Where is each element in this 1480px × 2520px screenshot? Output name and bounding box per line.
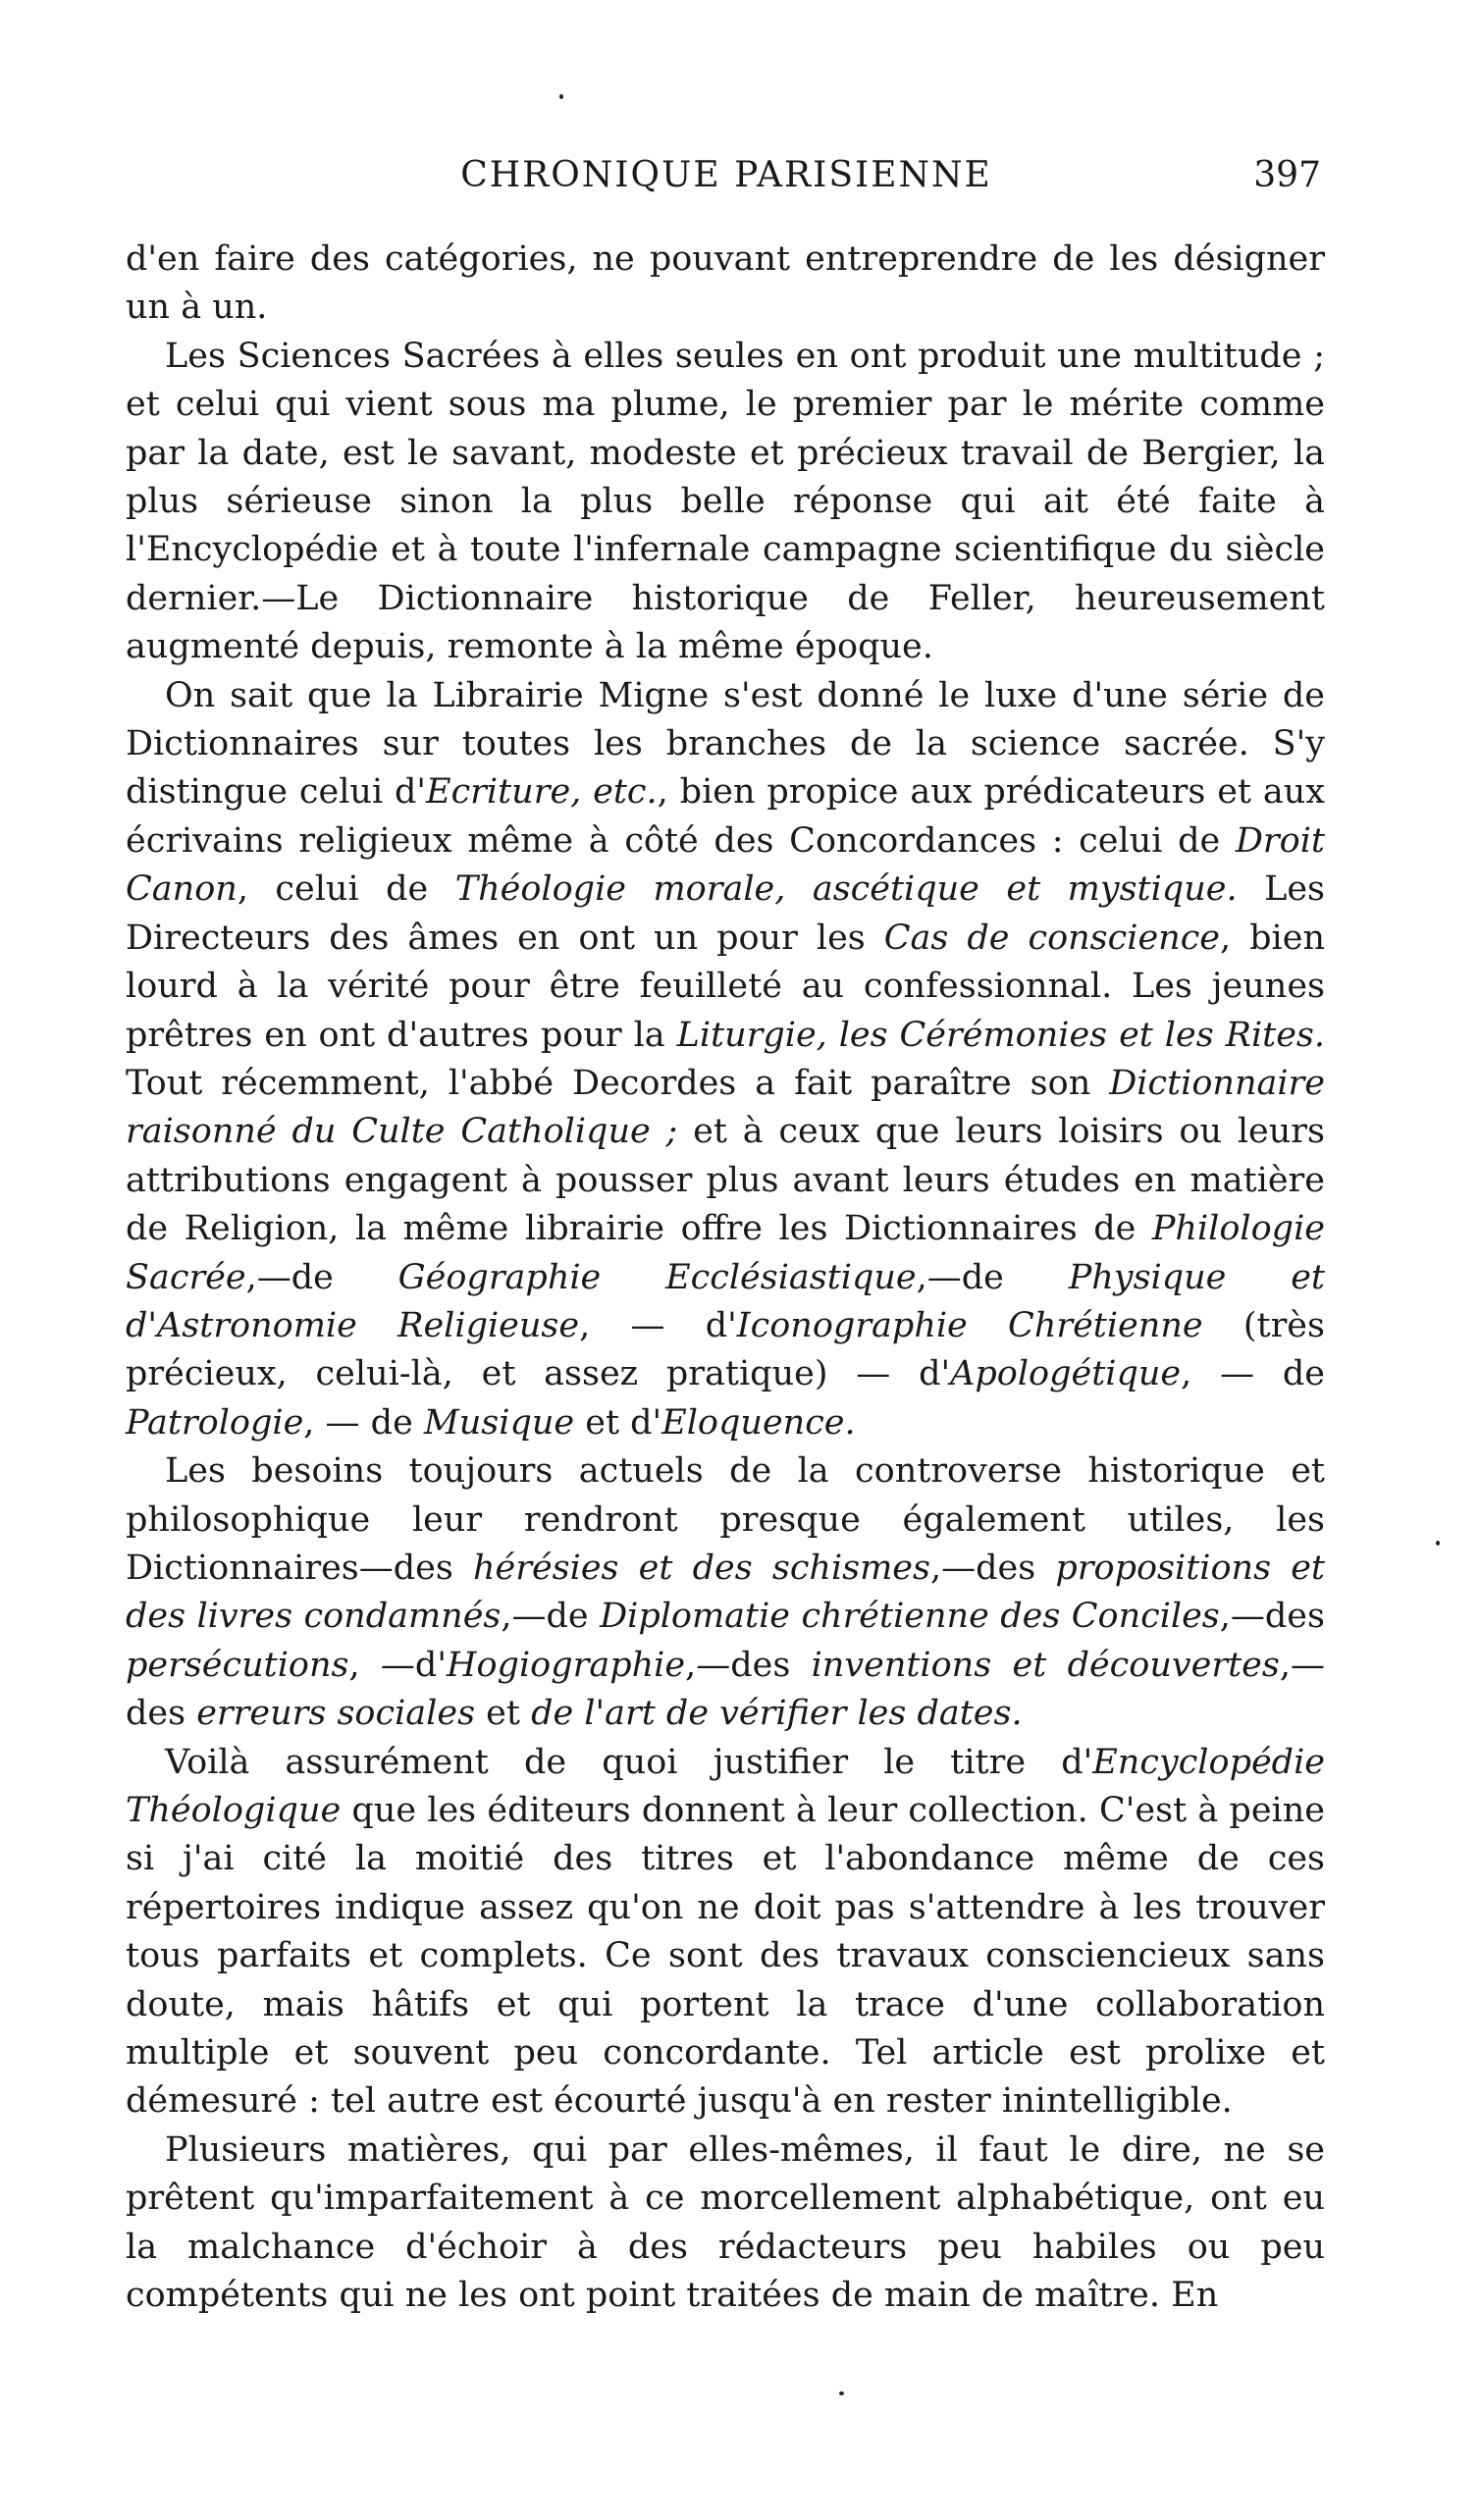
paragraph <box>126 2126 1325 2321</box>
text-run: et d' <box>574 1402 662 1443</box>
text-run: d'en faire des catégories, ne pouvant entreprendre de les désigner un à un. <box>126 239 1325 328</box>
body-text <box>126 236 1325 2320</box>
text-run: et à ceux que leurs loisirs ou leurs attributions engagent à pousser plus avant leurs études en matière de Religion, la même librairie offre les Dictionnaires de <box>126 1112 1325 1249</box>
italic-text-run: hérésies et des schismes <box>472 1548 930 1588</box>
italic-text-run: Dictionnaire raisonné du Culte Catholique ; <box>126 1063 1325 1152</box>
text-run: , — d' <box>579 1305 737 1345</box>
paragraph <box>126 1739 1325 2126</box>
italic-text-run: Droit Canon <box>126 820 1325 910</box>
text-run: ,—de <box>501 1597 601 1637</box>
text-run: , — de <box>303 1402 424 1443</box>
text-run: ,—des <box>1219 1597 1325 1637</box>
italic-text-run: Patrologie <box>126 1402 304 1443</box>
text-run: (très précieux, celui-là, et assez pratique) — d' <box>126 1305 1325 1394</box>
italic-text-run: persécutions <box>126 1645 349 1685</box>
paragraph <box>126 672 1325 1448</box>
text-run: On sait que la Librairie Migne s'est donné le luxe d'une série de Dictionnaires sur toutes les branches de la science sacrée. S'y distingue celui d' <box>126 675 1325 813</box>
italic-text-run: Liturgie, les Cérémonies et les Rites. <box>676 1015 1325 1055</box>
page-number: 397 <box>1253 155 1321 195</box>
paragraph <box>126 236 1325 333</box>
italic-text-run: Philologie Sacrée <box>126 1209 1325 1297</box>
italic-text-run: Iconographie Chrétienne <box>736 1305 1203 1345</box>
paragraph <box>126 1447 1325 1738</box>
text-run: , bien lourd à la vérité pour être feuilleté au confessionnal. Les jeunes prêtres en ont d'autres pour la <box>126 918 1325 1055</box>
italic-text-run: Géographie Ecclésiastique <box>397 1257 917 1297</box>
italic-text-run: inventions et découvertes <box>811 1645 1280 1685</box>
italic-text-run: erreurs sociales <box>196 1694 476 1734</box>
text-run: que les éditeurs donnent à leur collection. C'est à peine si j'ai cité la moitié des titres et l'abondance même de ces répertoires indique assez qu'on ne doit pas s'attendre à les trouver tous parfaits et complets. Ce sont des travaux consciencieux sans doute, mais hâtifs et qui portent la trace d'une collaboration multiple et souvent peu concordante. Tel article est prolixe et démesuré : tel autre est écourté jusqu'à en rester inintelligible. <box>126 1791 1325 2122</box>
italic-text-run: Encyclopédie Théologique <box>126 1742 1325 1830</box>
page-header <box>128 155 1325 214</box>
italic-text-run: Théologie morale, ascétique et mystique. <box>454 869 1238 910</box>
italic-text-run: Ecriture, etc. <box>426 772 658 813</box>
print-speck <box>839 2391 844 2395</box>
italic-text-run: Physique et d'Astronomie Religieuse <box>126 1257 1325 1345</box>
text-run: ,—des <box>685 1645 812 1685</box>
text-run: , bien propice aux prédicateurs et aux écrivains religieux même à côté des Concordances : celui de <box>126 772 1325 861</box>
text-run: ,—de <box>916 1257 1069 1297</box>
text-run: , celui de <box>237 869 455 910</box>
text-run: Voilà assurément de quoi justifier le titre d' <box>165 1742 1093 1782</box>
italic-text-run: Musique <box>423 1402 575 1443</box>
text-run: ,—des <box>126 1645 1325 1734</box>
text-run: et <box>475 1694 532 1734</box>
text-run: ,—de <box>245 1257 398 1297</box>
print-speck <box>1436 1541 1440 1546</box>
text-run: Plusieurs matières, qui par elles-mêmes, il faut le dire, ne se prêtent qu'imparfaitement à ce morcellement alphabétique, ont eu la malchance d'échoir à des rédacteurs peu habiles ou peu compétents qui ne les ont point traitées de main de maître. En <box>126 2129 1325 2316</box>
paragraph <box>126 333 1325 672</box>
text-run: Tout récemment, l'abbé Decordes a fait paraître son <box>126 1063 1110 1103</box>
italic-text-run: Diplomatie chrétienne des Conciles <box>600 1597 1220 1637</box>
italic-text-run: de l'art de vérifier les dates. <box>531 1694 1023 1734</box>
running-title: CHRONIQUE PARISIENNE <box>460 155 992 195</box>
text-run: ,—des <box>930 1548 1056 1588</box>
text-run: Les Sciences Sacrées à elles seules en ont produit une multitude ; et celui qui vient sous ma plume, le premier par le mérite comme par la date, est le savant, modeste et précieux travail de Bergier, la plus sérieuse sinon la plus belle réponse qui ait été faite à l'Encyclopédie et à toute l'infernale campagne scientifique du siècle dernier.—Le Dictionnaire historique de Feller, heureusement augmenté depuis, remonte à la même époque. <box>126 336 1325 667</box>
italic-text-run: Hogiographie <box>446 1645 686 1685</box>
text-run: Les Directeurs des âmes en ont un pour les <box>126 869 1325 958</box>
text-run: , —d' <box>348 1645 447 1685</box>
print-speck <box>559 94 563 99</box>
italic-text-run: Eloquence. <box>661 1402 856 1443</box>
text-run: Les besoins toujours actuels de la controverse historique et philosophique leur rendront presque également utiles, les Dictionnaires—des <box>126 1451 1325 1588</box>
italic-text-run: Apologétique <box>950 1354 1182 1394</box>
text-run: , — de <box>1181 1354 1325 1394</box>
italic-text-run: propositions et des livres condamnés <box>126 1548 1325 1637</box>
italic-text-run: Cas de conscience <box>883 918 1221 958</box>
